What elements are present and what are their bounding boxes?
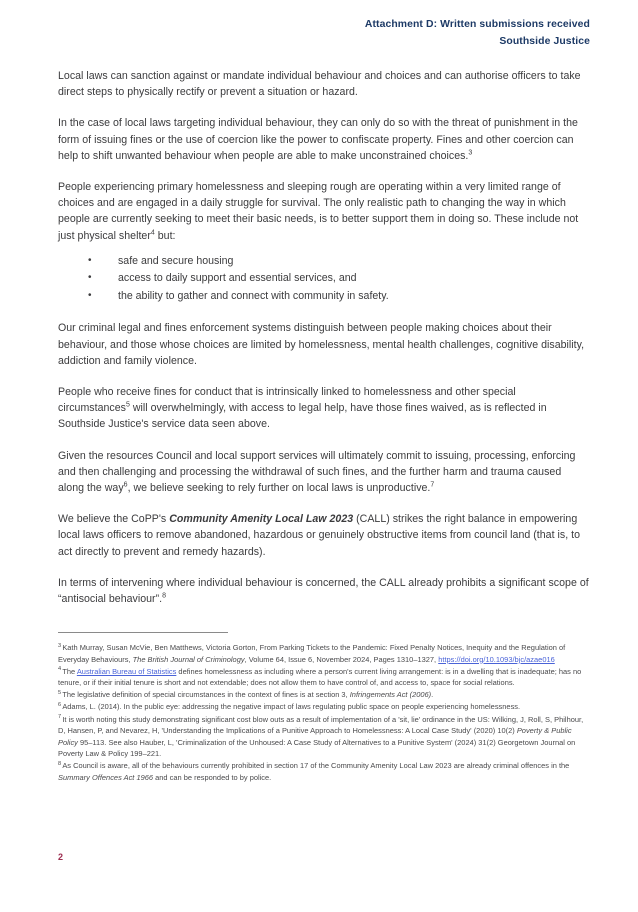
footnote-ref-8[interactable]: 8 [162, 592, 167, 600]
footnote-7 [58, 714, 590, 760]
footnote-text: The [62, 666, 77, 676]
footnote-text: It is worth noting this study demonstrating significant cost blow outs as a result of implementation of a 'sit, lie' ordinance in the US: Wilking, J, Roll, S, Philhour, D, Hansen, P, and Nevarez, H, 'Understanding the Implications of a Punitive Approach to Homelessness: A Local Case Study' (2020) 10(2) [58, 714, 584, 736]
footnote-text: Kath Murray, Susan McVie, Ben Matthews, Victoria Gorton, From Parking Tickets to the Pandemic: Fixed Penalty Notices, Inequity and the Regulation of Everyday Behaviours, [58, 643, 566, 664]
paragraph-text-mid: , we believe seeking to rely further on local laws is unproductive. [127, 481, 431, 494]
paragraph-fines-waived [58, 384, 590, 433]
paragraph-text: Given the resources Council and local support services will ultimately commit to issuing, processing, enforcing and then challenging and processing the withdrawal of such fines, and the further harm and trauma caused along the way [58, 449, 576, 494]
list-item: • access to daily support and essential services, and [88, 270, 590, 288]
footnote-text-tail: defines homelessness as including where a person's current living arrangement: is in a dwelling that is inadequate; has no tenure, or if their initial tenure is short and not extendable; does not allow them to have control of, and access to, space for social relations. [58, 666, 582, 688]
footnote-number: 5 [58, 689, 62, 696]
paragraph-call-balance [58, 511, 590, 560]
paragraph-text: In terms of intervening where individual behaviour is concerned, the CALL already prohibits a significant scope of “antisocial behaviour”. [58, 576, 589, 605]
paragraph-primary-homelessness [58, 179, 590, 244]
footnote-number: 3 [58, 642, 62, 649]
footnote-act-title: Infringements Act (2006) [349, 690, 432, 700]
footnote-text-tail: and can be responded to by police. [153, 773, 272, 783]
footnote-section [58, 632, 590, 784]
paragraph-text: In the case of local laws targeting individual behaviour, they can only do so with the threat of punishment in the form of issuing fines or the use of coercion like the power to confiscate property. Fines and other coercion can help to shift unwanted behaviour when people are able to make unconstrained choices. [58, 117, 578, 162]
footnote-text-tail: , Volume 64, Issue 6, November 2024, Pages 1310–1327, [244, 654, 439, 664]
paragraph-text: People experiencing primary homelessness and sleeping rough are operating within a very limited range of choices and are engaged in a daily struggle for survival. The only realistic path to changing the way in which people are currently seeking to meet their basic needs, is to better support them in doing so. These include not just physical shelter [58, 181, 579, 242]
footnote-ref-6[interactable]: 6 [123, 481, 128, 489]
footnote-6 [58, 701, 590, 713]
page-number: 2 [58, 852, 64, 862]
paragraph-local-laws-sanction: Local laws can sanction against or mandate individual behaviour and choices and can authorise officers to take direct steps to physically rectify or prevent a situation or hazard. [58, 70, 581, 99]
footnote-number: 6 [58, 701, 62, 708]
paragraph-antisocial-behaviour [58, 575, 590, 607]
paragraph-resources-council [58, 448, 590, 497]
footnote-text: The legislative definition of special circumstances in the context of fines is at section 3, [62, 690, 350, 700]
paragraph-text-tail: but: [154, 229, 176, 242]
list-item: • safe and secure housing [88, 253, 590, 271]
paragraph-threat-of-punishment [58, 115, 590, 164]
needs-bullet-list [58, 253, 590, 306]
footnote-text: As Council is aware, all of the behaviours currently prohibited in section 17 of the Community Amenity Local Law 2023 are already criminal offences in the [62, 761, 570, 771]
footnote-3 [58, 642, 590, 665]
header-organisation-name: Southside Justice [499, 36, 590, 47]
document-body [0, 68, 638, 607]
law-title-emphasis: Community Amenity Local Law 2023 [169, 513, 354, 526]
footnote-abs-link[interactable]: Australian Bureau of Statistics [76, 666, 177, 676]
footnote-number: 8 [58, 760, 62, 767]
paragraph-text-tail: will overwhelmingly, with access to legal help, have those fines waived, as is reflected in Southside Justice's service data seen above. [58, 402, 547, 431]
footnote-text-tail: . [431, 690, 434, 700]
header-attachment-title: Attachment D: Written submissions received [364, 19, 590, 30]
paragraph-text-tail: (CALL) strikes the right balance in empowering local laws officers to remove abandoned, hazardous or genuinely obstructive items from council land (that is, to act directly to prevent and remedy hazards). [58, 513, 580, 558]
footnote-journal-title: Poverty & Public Policy [58, 726, 572, 747]
list-item: • the ability to gather and connect with community in safety. [88, 288, 590, 306]
paragraph-text: We believe the CoPP's [58, 513, 170, 526]
footnote-4 [58, 666, 590, 689]
footnote-8 [58, 760, 590, 783]
footnote-ref-7[interactable]: 7 [430, 481, 435, 489]
footnote-separator-rule [58, 632, 228, 633]
footnote-text-tail: 95–113. See also Hauber, L, 'Criminalization of the Unhoused: A Case Study of Alternatives to a Punitive System' (2024) 31(2) Georgetown Journal on Poverty Law & Policy 199–221. [58, 737, 576, 759]
footnote-ref-5[interactable]: 5 [125, 401, 130, 409]
document-header [0, 0, 638, 50]
footnote-ref-4[interactable]: 4 [150, 229, 155, 237]
footnote-number: 7 [58, 714, 62, 721]
footnote-journal-title: The British Journal of Criminology [132, 654, 245, 664]
footnote-act-title: Summary Offences Act 1966 [58, 773, 154, 783]
footnote-doi-link[interactable]: https://doi.org/10.1093/bjc/azae016 [438, 654, 555, 664]
paragraph-text: People who receive fines for conduct that is intrinsically linked to homelessness and other special circumstances [58, 385, 516, 415]
footnote-5 [58, 689, 590, 701]
footnote-number: 4 [58, 666, 62, 673]
footnote-ref-3[interactable]: 3 [468, 149, 473, 157]
footnote-text: Adams, L. (2014). In the public eye: addressing the negative impact of laws regulating public space on people experiencing homelessness. [62, 702, 521, 712]
paragraph-criminal-legal-systems: Our criminal legal and fines enforcement systems distinguish between people making choices about their behaviour, and those whose choices are limited by homelessness, mental health challenges, cognitive disability, addiction and family violence. [58, 322, 585, 367]
